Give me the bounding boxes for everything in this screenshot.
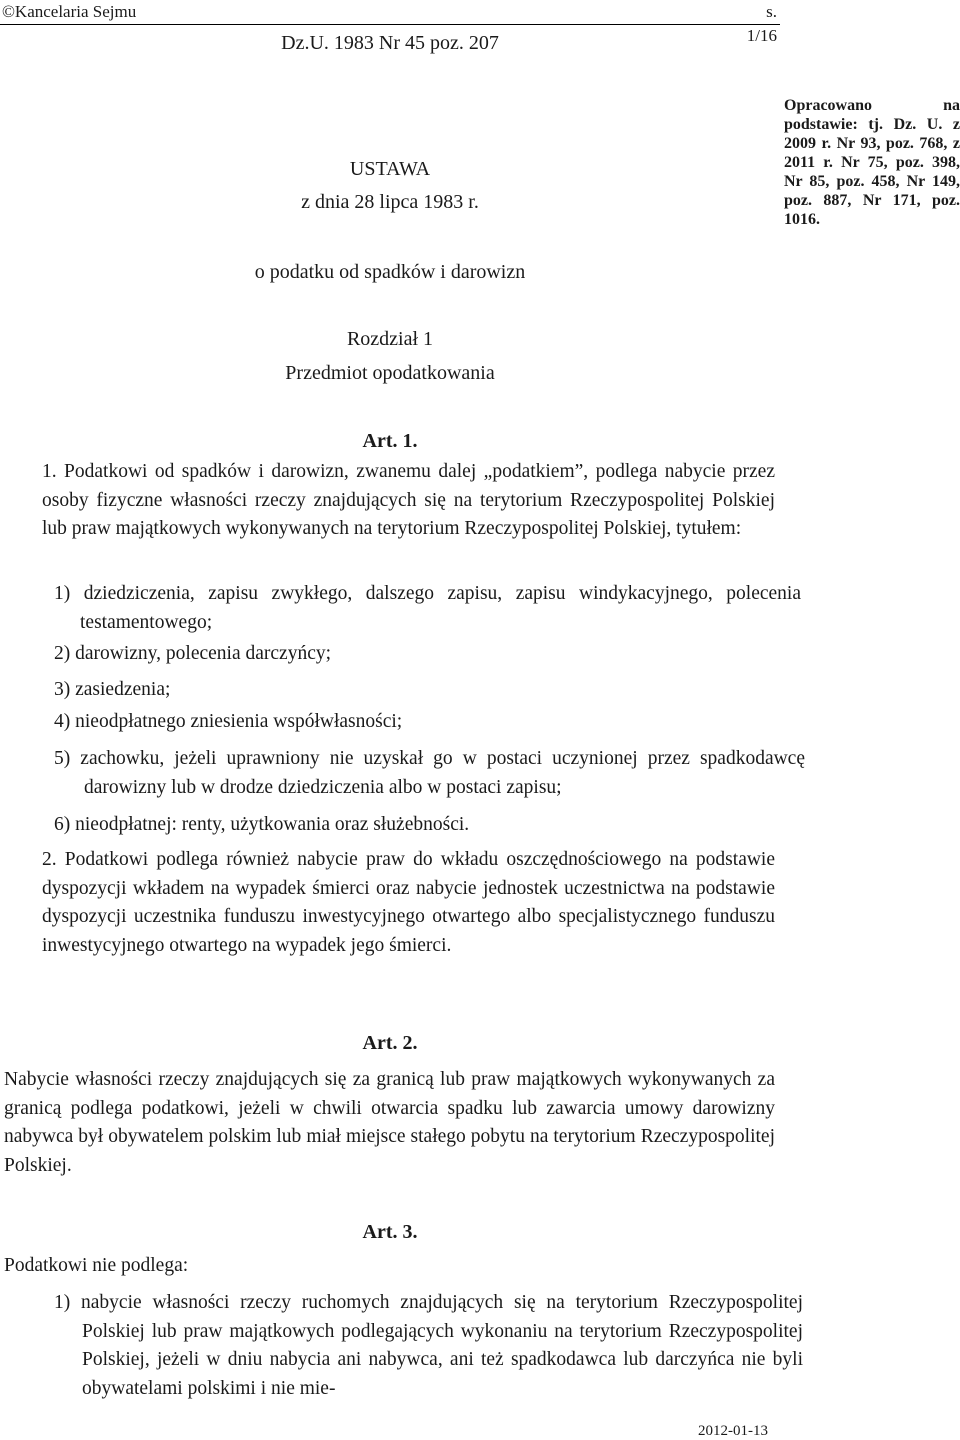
article-1-paragraph-1: 1. Podatkowi od spadków i darowizn, zwanemu dalej „podatkiem”, podlega nabycie przez osoby fizyczne własności rzeczy znajdujących się na terytorium Rzeczypospolitej Polskiej lub praw majątkowych wykonywanych na terytorium Rzeczypospolitej Polskiej, tytułem: (42, 461, 775, 539)
list-item: 4) nieodpłatnego zniesienia współwłasności; (54, 711, 403, 732)
chapter-number: Rozdział 1 (346, 328, 434, 350)
chapter-title: Przedmiot opodatkowania (285, 362, 495, 384)
list-item: 1) nabycie własności rzeczy ruchomych znajdujących się na terytorium Rzeczypospolitej Polskiej lub praw majątkowych podlegających wykonaniu na terytorium Rzeczypospolitej Polskiej, jeżeli w dniu nabycia ani nabywca, ani też spadkodawca lub darczyńca nie byli obywatelami polskimi i nie mie- (54, 1292, 803, 1399)
act-type: USTAWA (349, 158, 431, 180)
list-item: 3) zasiedzenia; (54, 679, 171, 700)
article-1-heading: Art. 1. (362, 430, 418, 452)
page-number: s. 1/16 (746, 2, 777, 45)
act-date: z dnia 28 lipca 1983 r. (301, 191, 479, 213)
list-item: 1) dziedziczenia, zapisu zwykłego, dalszego zapisu, zapisu windykacyjnego, polecenia testamentowego; (54, 583, 801, 633)
article-2-text: Nabycie własności rzeczy znajdujących się za granicą lub praw majątkowych wykonywanych za granicą podlega podatkowi, jeżeli w chwili otwarcia spadku lub zawarcia umowy darowizny nabywca był obywatelem polskim lub miał miejsce stałego pobytu na terytorium Rzeczypospolitej Polskiej. (4, 1069, 775, 1176)
article-3-heading: Art. 3. (362, 1221, 418, 1243)
article-3-intro: Podatkowi nie podlega: (4, 1255, 189, 1276)
list-item: 2) darowizny, polecenia darczyńcy; (54, 643, 332, 664)
header-rule (0, 24, 780, 25)
list-item: 5) zachowku, jeżeli uprawniony nie uzyskał go w postaci uczynionej przez spadkodawcę darowizny lub w drodze dziedziczenia albo w postaci zapisu; (54, 748, 805, 798)
footer-date: 2012-01-13 (698, 1423, 768, 1439)
copyright-notice: ©Kancelaria Sejmu (2, 2, 137, 21)
journal-reference: Dz.U. 1983 Nr 45 poz. 207 (281, 32, 499, 54)
list-item: 6) nieodpłatnej: renty, użytkowania oraz służebności. (54, 814, 470, 835)
article-1-paragraph-2: 2. Podatkowi podlega również nabycie praw do wkładu oszczędnościowego na podstawie dyspozycji wkładem na wypadek śmierci oraz nabycie jednostek uczestnictwa na podstawie dyspozycji uczestnika funduszu inwestycyjnego otwartego albo specjalistycznego funduszu inwestycyjnego otwartego na wypadek jego śmierci. (42, 849, 775, 956)
source-note: Opracowano na podstawie: tj. Dz. U. z 2009 r. Nr 93, poz. 768, z 2011 r. Nr 75, poz. 398, Nr 85, poz. 458, Nr 149, poz. 887, Nr 171, poz. 1016. (784, 97, 960, 228)
act-subject: o podatku od spadków i darowizn (254, 261, 526, 283)
article-2-heading: Art. 2. (362, 1032, 418, 1054)
